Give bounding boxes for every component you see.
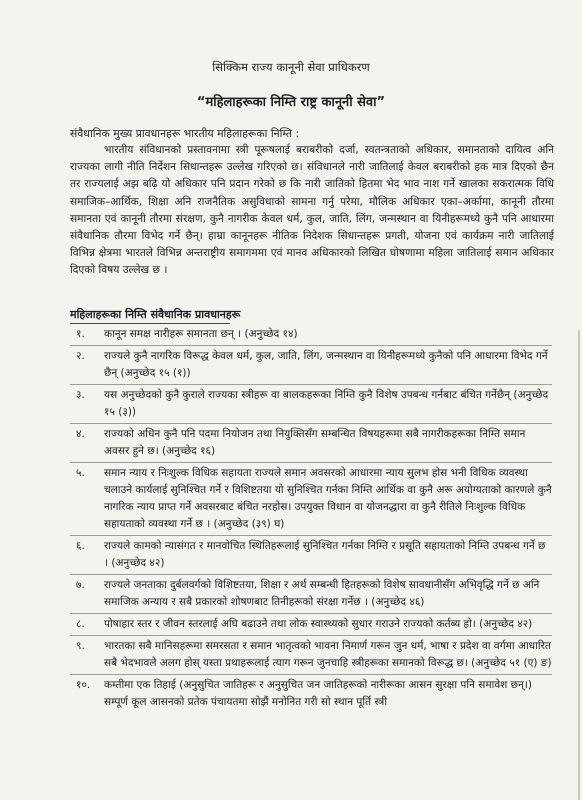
page-edge-shadow bbox=[578, 330, 580, 800]
list-item bbox=[70, 465, 552, 533]
list-item bbox=[70, 577, 552, 611]
list-item bbox=[70, 616, 552, 633]
item-text: यस अनुच्छेदको कुनै कुराले राज्यका स्त्रीहरू वा बालकहरूका निम्ति कुनै विशेष उपबन्ध गर्नबाट बंचित गर्नेछैन् (अनुच्छेद १५ (३)) bbox=[104, 389, 549, 418]
item-text: कम्तीमा एक तिहाई (अनुसुचित जातिहरू र अनुसुचित जन जातिहरूको नारीरूका आसन सुरक्षा पनि समावेश छन्।) सम्पूर्ण कूल आसनको प्रतेक पंचायतमा सोझैं मनोनित गरी सो स्थान पूर्ति स्त्री bbox=[104, 679, 532, 708]
divider bbox=[70, 574, 552, 575]
divider bbox=[70, 423, 552, 424]
item-number: १०. bbox=[76, 679, 91, 691]
section-underline bbox=[70, 323, 230, 324]
item-number: ९. bbox=[76, 640, 85, 652]
item-number: ६. bbox=[76, 540, 85, 552]
list-item bbox=[70, 426, 552, 460]
list-item bbox=[70, 326, 552, 343]
document-title: “महिलाहरूका निम्ति राष्ट्र कानूनी सेवा” bbox=[196, 95, 386, 110]
list-item bbox=[70, 638, 552, 672]
divider bbox=[70, 384, 552, 385]
lead-line: संवैधानिक मुख्य प्रावधानहरू भारतीय महिलाहरूका निम्ति : bbox=[70, 127, 300, 140]
item-text: राज्यले कुनै नागरिक विरूद्ध केवल धर्म, कुल, जाति, लिंग, जन्मस्थान वा यिनीहरूमध्ये कुनैको पनि आधारमा विभेद गर्ने छैन् (अनुच्छेद १५ (१)) bbox=[104, 350, 548, 379]
divider bbox=[70, 613, 552, 614]
item-text: राज्यले कामको न्यासंगत र मानवोचित स्थितिहरूलाई सुनिश्चित गर्नका निम्ति र प्रसूति सहायताको निम्ति उपबन्ध गर्ने छ । (अनुच्छेद ४२) bbox=[104, 540, 546, 569]
item-number: ३. bbox=[76, 389, 85, 401]
section-heading: महिलाहरूका निम्ति संवैधानिक प्रावधानहरू bbox=[70, 308, 241, 321]
divider bbox=[70, 535, 552, 536]
list-item bbox=[70, 538, 552, 572]
divider bbox=[70, 635, 552, 636]
item-number: २. bbox=[76, 350, 85, 362]
intro-text: भारतीय संविधानको प्रस्तावनामा स्त्री पूरूषलाई बराबरीको दर्जा, स्वतन्त्रताको अधिकार, समानताको दायित्व अनि राज्यका लागी नीति निर्देशन सिधान्तहरू उल्लेख गरिएको छ। संविधानले नारी जातिलाई केवल बराबरीको हक मात्र दिएको छैन तर राज्यलाई अझ बढ़ि यो अधिकार पनि प्रदान गरेको छ कि नारी जातिको हितमा भेद भाव नाश गर्ने खालका सकरात्मक विधि समाजिक–आर्थिक, शिक्षा अनि राजनैतिक असुविधाको सामना गर्नु परेमा, मौलिक अधिकार एका–अर्कामा, कानूनी तौरमा समानता एवं कानूनी तौरमा संरक्षण, कुनै नागरीक केवल धर्म, कुल, जाति, लिंग, जन्मस्थान वा यिनीहरूमध्ये कुनै पनि आधारमा संवैधानिक तौरमा विभेद गर्ने छैन्। हाम्रा कानूनहरू नीतिक निदेशक सिधान्तहरू प्रगती, योजना एवं कार्यक्रम नारी जातिलाई विभिन्न क्षेत्रमा भारतले विभिन्न अन्तराष्ट्रीय समागममा एवं मानव अधिकारको लिखित घोषणामा महिला जातिलाई समान अधिकार दिएको विषय उल्लेख छ । bbox=[70, 144, 554, 277]
divider bbox=[70, 462, 552, 463]
item-text: भारतका सबै मानिसहरूमा समरसता र समान भातृत्वको भावना निमार्ण गरून जुन धर्म, भाषा र प्रदेश वा वर्गमा आधारित सबै भेदभावले अलग होस् यस्ता प्रथाहरूलाई त्याग गरून जुनचाहि स्त्रीहरूका समानको विरूद्ध छ। (अनुच्छेद ५१ (ए) ङ) bbox=[104, 640, 552, 669]
divider bbox=[70, 674, 552, 675]
list-item bbox=[70, 348, 552, 382]
list-item bbox=[70, 387, 552, 421]
item-number: ५. bbox=[76, 467, 85, 479]
item-number: ४. bbox=[76, 428, 85, 440]
item-text: समान न्याय र निःशुल्क विधिक सहायता राज्यले समान अवसरको आधारमा न्याय सुलभ होस भनी विधिक व्यवस्था चलाउने कार्यलाई सुनिश्चित गर्ने र विशिष्टतया यो सुनिश्चित गर्नका निम्ति आर्थिक वा कुनै अरू अयोग्यताको कारणले कुनै नागरिक न्याय प्राप्त गर्ने अवसरबाट बंचित नरहोस। उपयुक्त विधान वा योजनद्धारा वा कुनै रीतिले निःशुल्क विधिक सहायताको व्यवस्था गर्ने छ । (अनुच्छेद (३९) घ) bbox=[104, 467, 552, 530]
item-number: ७. bbox=[76, 579, 85, 591]
item-text: राज्यले जनताका दुर्बलवर्गको विशिष्टतया, शिक्षा र अर्थ सम्बन्धी हितहरूको विशेष सावधानीसँग अभिवृद्धि गर्ने छ अनि समाजिक अन्याय र सबै प्रकारको शोषणबाट तिनीहरूको संरक्षा गर्नेछ । (अनुच्छेद ४६) bbox=[104, 579, 540, 608]
item-text: राज्यको अधिन कुनै पनि पदमा नियोजन तथा नियुक्तिसँग सम्बन्धित विषयहरूमा सबै नागरीकहरूका निम्ति समान अवसर हुने छ। (अनुच्छेद १६) bbox=[104, 428, 526, 457]
provisions-list bbox=[70, 326, 552, 711]
organization-header: सिक्किम राज्य कानूनी सेवा प्राधिकरण bbox=[212, 60, 370, 74]
item-text: कानून समक्ष नारीहरू समानता छन् । (अनुच्छेद १४) bbox=[104, 328, 298, 340]
item-number: ८. bbox=[76, 618, 85, 630]
item-number: १. bbox=[76, 328, 85, 340]
item-text: पोषाहार स्तर र जीवन स्तरलाई अघि बढाउने तथा लोक स्वास्थ्यको सुधार गराउने राज्यको कर्तब्य हो। (अनुच्छेद ४२) bbox=[104, 618, 533, 630]
list-item bbox=[70, 677, 552, 711]
intro-paragraph bbox=[70, 142, 554, 280]
divider bbox=[70, 345, 552, 346]
